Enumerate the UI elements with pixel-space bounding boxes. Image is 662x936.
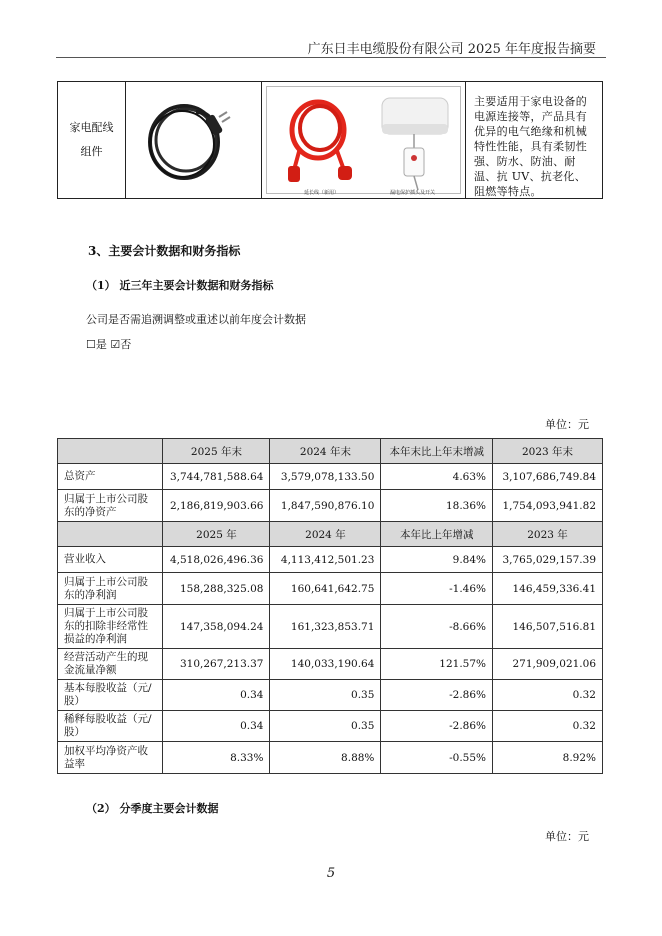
product-image-cell-1 <box>126 82 262 198</box>
table-cell: -1.46% <box>381 573 493 605</box>
page-number: 5 <box>326 866 336 881</box>
table-row <box>58 742 603 774</box>
table-cell: 4,518,026,496.36 <box>163 547 270 573</box>
product-image-cell-2 <box>262 82 466 198</box>
caption-extension-cord: 延长线（新用） <box>304 190 340 196</box>
table-cell: 0.32 <box>493 680 603 711</box>
table-cell: -2.86% <box>381 711 493 742</box>
table-cell: -0.55% <box>381 742 493 774</box>
table-cell: 8.88% <box>270 742 381 774</box>
table-cell: 121.57% <box>381 649 493 680</box>
product-table <box>57 81 603 199</box>
table-cell: 310,267,213.37 <box>163 649 270 680</box>
header-cell: 本年比上年增减 <box>381 522 493 547</box>
table-cell: 18.36% <box>381 490 493 522</box>
table-cell: 147,358,094.24 <box>163 605 270 649</box>
table-cell: 1,754,093,941.82 <box>493 490 603 522</box>
row-label: 总资产 <box>58 464 163 490</box>
table-cell: 8.33% <box>163 742 270 774</box>
table-cell: 146,459,336.41 <box>493 573 603 605</box>
table-cell: 158,288,325.08 <box>163 573 270 605</box>
table-row <box>58 490 603 522</box>
table-cell: 0.34 <box>163 711 270 742</box>
table-row <box>58 680 603 711</box>
header-cell: 2024 年 <box>270 522 381 547</box>
table-row <box>58 711 603 742</box>
table-cell: 0.35 <box>270 711 381 742</box>
section-3-title: 3、主要会计数据和财务指标 <box>88 244 241 258</box>
row-label: 归属于上市公司股东的扣除非经常性损益的净利润 <box>58 605 163 649</box>
row-label: 经营活动产生的现金流量净额 <box>58 649 163 680</box>
table-cell: 146,507,516.81 <box>493 605 603 649</box>
product-description: 主要适用于家电设备的电源连接等，产品具有优异的电气绝缘和机械特性性能，具有柔韧性强、防水、防油、耐温、抗 UV、抗老化、阻燃等特点。 <box>474 95 587 198</box>
table-header-row <box>58 439 603 464</box>
table-header-row <box>58 522 603 547</box>
restatement-question: 公司是否需追溯调整或重述以前年度会计数据 <box>86 313 306 326</box>
header-cell: 2023 年 <box>493 522 603 547</box>
table-cell: 8.92% <box>493 742 603 774</box>
table-cell: 4,113,412,501.23 <box>270 547 381 573</box>
table-row <box>58 649 603 680</box>
subsection-1-title: （1） 近三年主要会计数据和财务指标 <box>86 279 274 292</box>
product-name-line2: 组件 <box>80 145 103 158</box>
table-cell: 3,107,686,749.84 <box>493 464 603 490</box>
table-cell: 161,323,853.71 <box>270 605 381 649</box>
table-cell: 1,847,590,876.10 <box>270 490 381 522</box>
table-cell: 2,186,819,903.66 <box>163 490 270 522</box>
restatement-checkbox-line: ☐是 ☑否 <box>86 338 132 351</box>
subsection-2-title: （2） 分季度主要会计数据 <box>86 802 219 815</box>
table-cell: 4.63% <box>381 464 493 490</box>
row-label: 基本每股收益（元/股） <box>58 680 163 711</box>
table-cell: 3,579,078,133.50 <box>270 464 381 490</box>
header-cell <box>58 439 163 464</box>
table-row <box>58 464 603 490</box>
product-name-line1: 家电配线 <box>69 121 114 134</box>
table-row <box>58 605 603 649</box>
table-cell: 3,765,029,157.39 <box>493 547 603 573</box>
table-cell: 160,641,642.75 <box>270 573 381 605</box>
table-cell: 9.84% <box>381 547 493 573</box>
unit-label-2: 单位：元 <box>545 830 589 843</box>
table-cell: 0.35 <box>270 680 381 711</box>
header-cell <box>58 522 163 547</box>
table-cell: -2.86% <box>381 680 493 711</box>
header-rule <box>56 57 606 58</box>
table-cell: -8.66% <box>381 605 493 649</box>
caption-leakage-plug: 漏电保护插头及开关 <box>390 190 436 196</box>
row-label: 归属于上市公司股东的净利润 <box>58 573 163 605</box>
table-row <box>58 573 603 605</box>
product-name-cell <box>58 82 126 198</box>
page-header-title: 广东日丰电缆股份有限公司 2025 年年度报告摘要 <box>307 42 596 57</box>
black-power-cord-image <box>126 82 260 197</box>
financial-data-table <box>57 438 603 774</box>
table-cell: 0.32 <box>493 711 603 742</box>
table-row <box>58 547 603 573</box>
header-cell: 2023 年末 <box>493 439 603 464</box>
table-cell: 140,033,190.64 <box>270 649 381 680</box>
header-cell: 2025 年末 <box>163 439 270 464</box>
row-label: 营业收入 <box>58 547 163 573</box>
red-extension-cord-image <box>272 90 372 194</box>
water-heater-image <box>378 94 458 194</box>
header-cell: 2024 年末 <box>270 439 381 464</box>
table-cell: 0.34 <box>163 680 270 711</box>
unit-label: 单位：元 <box>545 418 589 431</box>
row-label: 归属于上市公司股东的净资产 <box>58 490 163 522</box>
header-cell: 本年末比上年末增减 <box>381 439 493 464</box>
row-label: 加权平均净资产收益率 <box>58 742 163 774</box>
table-cell: 271,909,021.06 <box>493 649 603 680</box>
header-cell: 2025 年 <box>163 522 270 547</box>
table-cell: 3,744,781,588.64 <box>163 464 270 490</box>
row-label: 稀释每股收益（元/股） <box>58 711 163 742</box>
